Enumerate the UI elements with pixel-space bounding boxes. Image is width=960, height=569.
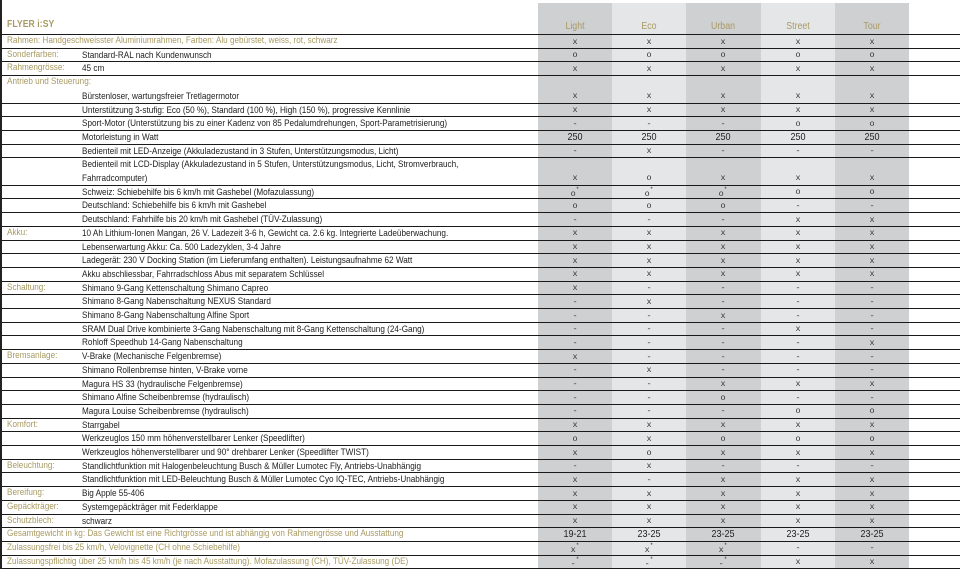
- cell-eco: x: [646, 365, 652, 376]
- row-description-cont: Bürstenloser, wartungsfreier Tretlagermotor: [82, 90, 240, 102]
- cell-street: x: [795, 447, 801, 458]
- row-category: Sonderfarben:: [7, 48, 59, 60]
- table-row: [2, 253, 960, 267]
- cell-urban: -: [720, 351, 726, 362]
- cell-street: x: [795, 255, 801, 266]
- cell-eco: x: [646, 502, 652, 513]
- cell-street: -: [795, 392, 801, 403]
- row-category: Schaltung:: [7, 281, 46, 293]
- cell-urban: o: [720, 50, 726, 61]
- cell-eco: -: [646, 324, 652, 335]
- row-description: Big Apple 55-406: [82, 488, 145, 500]
- cell-eco: o: [646, 50, 652, 61]
- cell-light: x: [572, 269, 578, 280]
- row-description: Shimano Alfine Scheibenbremse (hydraulisch): [82, 392, 250, 404]
- row-category: Beleuchtung:: [7, 459, 55, 471]
- table-row: [2, 294, 960, 308]
- row-description: SRAM Dual Drive kombinierte 3-Gang Nabenschaltung mit 8-Gang Kettenschaltung (24-Gang): [82, 323, 425, 335]
- cell-eco: x: [646, 105, 652, 115]
- table-row: [2, 240, 960, 254]
- cell-urban: -: [720, 283, 726, 294]
- table-row: [2, 75, 960, 102]
- row-description: Schweiz: Schiebehilfe bis 6 km/h mit Gashebel (Mofazulassung): [82, 186, 315, 198]
- row-category: Gepäckträger:: [7, 500, 59, 512]
- row-description: Magura HS 33 (hydraulische Felgenbremse): [82, 378, 243, 390]
- cell-street: o: [795, 50, 801, 61]
- table-row: [2, 157, 960, 184]
- table-row: [2, 267, 960, 281]
- cell-street: -: [795, 296, 801, 307]
- cell-light: x: [572, 242, 578, 252]
- cell-eco: -: [646, 351, 652, 362]
- cell-urban: x: [720, 447, 726, 458]
- cell-street: x: [795, 557, 801, 568]
- cell-eco: x: [646, 63, 652, 74]
- cell-tour: x: [869, 214, 875, 225]
- cell-tour: o: [869, 433, 875, 444]
- cell-street: -: [795, 200, 801, 211]
- row-description: Akku abschliessbar, Fahrradschloss Abus mit separatem Schlüssel: [82, 268, 325, 280]
- cell-tour: -: [869, 283, 875, 294]
- row-label: Zulassungsfrei bis 25 km/h, Velovignette (CH ohne Schiebehilfe): [7, 541, 240, 553]
- cell-street: o: [795, 433, 801, 444]
- row-description: Magura Louise Scheibenbremse (hydraulisch): [82, 405, 249, 417]
- cell-eco: -: [646, 310, 652, 321]
- column-header-eco: Eco: [641, 21, 657, 32]
- table-row: [2, 198, 960, 212]
- cell-urban: x: [720, 36, 726, 47]
- cell-tour: x: [869, 228, 875, 239]
- cell-eco: -: [646, 118, 652, 129]
- cell-eco: x: [646, 420, 652, 431]
- cell-eco: x: [646, 36, 652, 47]
- cell-urban: 250: [715, 130, 731, 143]
- cell-urban: x: [720, 310, 726, 321]
- cell-street: x: [795, 228, 801, 239]
- cell-light: -: [572, 392, 578, 403]
- cell-light: x: [572, 283, 578, 294]
- cell-light: x: [572, 228, 578, 239]
- cell-street: -: [795, 365, 801, 376]
- cell-light: x: [572, 516, 578, 526]
- cell-street: -: [795, 461, 801, 472]
- row-description: Standard-RAL nach Kundenwunsch: [82, 49, 212, 61]
- row-description: Shimano 9-Gang Kettenschaltung Shimano Capreo: [82, 282, 269, 294]
- cell-street: 23-25: [786, 528, 810, 541]
- table-row: [2, 514, 960, 528]
- cell-street: o: [795, 187, 801, 198]
- cell-tour: x: [869, 379, 875, 389]
- cell-tour: -: [869, 324, 875, 335]
- cell-light: -: [572, 324, 578, 335]
- cell-urban: -: [720, 337, 726, 348]
- row-category: Antrieb und Steuerung:: [7, 76, 92, 88]
- table-row: [2, 541, 960, 555]
- table-row: [2, 404, 960, 418]
- cell-light: x: [572, 63, 578, 74]
- row-description: Lebenserwartung Akku: Ca. 500 Ladezyklen, 3-4 Jahre: [82, 241, 281, 253]
- cell-tour: 250: [864, 130, 880, 143]
- table-row: [2, 130, 960, 144]
- cell-tour: x: [869, 557, 875, 568]
- cell-eco: 250: [641, 130, 657, 143]
- cell-tour: -: [869, 461, 875, 472]
- table-row: [2, 390, 960, 404]
- cell-urban: x: [720, 502, 726, 513]
- cell-light: x: [572, 36, 578, 47]
- cell-light: -*: [570, 556, 580, 569]
- cell-eco: x: [646, 461, 652, 472]
- cell-eco: -: [646, 406, 652, 417]
- cell-urban: x*: [718, 542, 728, 556]
- table-row: [2, 185, 960, 199]
- row-description: Werkzeuglos höhenverstellbarer und 90° drehbarer Lenker (Speedlifter TWIST): [82, 447, 369, 458]
- table-row: [2, 308, 960, 322]
- cell-tour: x: [869, 242, 875, 252]
- cell-light: x: [572, 255, 578, 266]
- column-header-tour: Tour: [863, 21, 881, 32]
- cell-tour: x: [869, 488, 875, 499]
- row-description: Werkzeuglos 150 mm höhenverstellbarer Lenker (Speedlifter): [82, 433, 305, 445]
- table-row: [2, 527, 960, 541]
- table-row: [2, 116, 960, 130]
- cell-urban: -: [720, 214, 726, 225]
- cell-street: x: [795, 214, 801, 225]
- row-category: Bremsanlage:: [7, 350, 58, 362]
- cell-tour: -: [869, 296, 875, 307]
- cell-eco: o*: [644, 186, 654, 200]
- cell-urban: x: [720, 63, 726, 74]
- row-label: Rahmen: Handgeschweisster Aluminiumrahmen, Farben: Alu gebürstet, weiss, rot, schwarz: [7, 35, 338, 46]
- cell-eco: x: [646, 146, 652, 157]
- cell-tour: x: [869, 105, 875, 115]
- row-label: Gesamtgewicht in kg: Das Gewicht ist eine Richtgrösse und ist abhängig von Rahmengrösse und Ausstattung: [7, 528, 404, 540]
- row-category: Schutzblech:: [7, 514, 54, 526]
- table-row: [2, 34, 960, 48]
- row-category: Rahmengrösse:: [7, 62, 65, 74]
- cell-street: x: [795, 420, 801, 431]
- cell-tour: x: [869, 91, 875, 102]
- cell-urban: o: [720, 200, 726, 211]
- cell-tour: x: [869, 63, 875, 74]
- cell-eco: -: [646, 379, 652, 389]
- row-category: Bereifung:: [7, 487, 45, 499]
- cell-urban: 23-25: [711, 528, 735, 541]
- cell-street: x: [795, 516, 801, 526]
- cell-light: 250: [567, 130, 583, 143]
- cell-tour: x: [869, 337, 875, 348]
- table-row: [2, 226, 960, 240]
- cell-light: x: [572, 91, 578, 102]
- cell-eco: -: [646, 474, 652, 485]
- cell-tour: x: [869, 269, 875, 280]
- cell-light: -: [572, 461, 578, 472]
- cell-street: o: [795, 118, 801, 129]
- table-row: [2, 459, 960, 473]
- row-description: V-Brake (Mechanische Felgenbremse): [82, 351, 222, 363]
- cell-eco: -: [646, 283, 652, 294]
- cell-urban: x: [720, 91, 726, 102]
- cell-street: x: [795, 379, 801, 389]
- cell-street: -: [795, 310, 801, 321]
- cell-urban: -: [720, 296, 726, 307]
- table-row: [2, 445, 960, 459]
- cell-light: -: [572, 296, 578, 307]
- cell-street: x: [795, 488, 801, 499]
- cell-urban: o: [720, 392, 726, 403]
- cell-street: x: [795, 269, 801, 280]
- cell-light: -: [572, 214, 578, 225]
- table-row: [2, 335, 960, 349]
- cell-urban: x: [720, 474, 726, 485]
- cell-light: -: [572, 146, 578, 157]
- cell-tour: o: [869, 50, 875, 61]
- cell-urban: -: [720, 461, 726, 472]
- row-description: Bedienteil mit LED-Anzeige (Akkuladezustand in 3 Stufen, Unterstützungsmodus, Licht): [82, 145, 399, 157]
- cell-street: x: [795, 242, 801, 252]
- table-row: [2, 103, 960, 117]
- cell-urban: x: [720, 488, 726, 499]
- cell-eco: x: [646, 91, 652, 102]
- table-row: [2, 472, 960, 486]
- cell-street: -: [795, 351, 801, 362]
- cell-light: -: [572, 337, 578, 348]
- cell-light: x: [572, 502, 578, 513]
- cell-urban: x: [720, 255, 726, 266]
- cell-tour: x: [869, 36, 875, 47]
- cell-eco: x: [646, 516, 652, 526]
- row-category: Komfort:: [7, 418, 38, 430]
- row-description: Starrgabel: [82, 419, 120, 431]
- cell-eco: -: [646, 214, 652, 225]
- cell-light: x: [572, 474, 578, 485]
- cell-street: x: [795, 36, 801, 47]
- cell-light: -: [572, 406, 578, 417]
- cell-tour: x: [869, 474, 875, 485]
- cell-tour: -: [869, 543, 875, 554]
- cell-tour: -: [869, 310, 875, 321]
- cell-street: x: [795, 105, 801, 115]
- cell-urban: -: [720, 146, 726, 157]
- cell-urban: x: [720, 173, 726, 184]
- cell-street: x: [795, 91, 801, 102]
- row-description: Deutschland: Fahrhilfe bis 20 km/h mit Gashebel (TÜV-Zulassung): [82, 214, 323, 226]
- cell-light: x: [572, 351, 578, 362]
- cell-street: 250: [790, 130, 806, 143]
- cell-tour: x: [869, 255, 875, 266]
- cell-street: x: [795, 324, 801, 335]
- cell-light: x: [572, 420, 578, 431]
- table-row: [2, 418, 960, 432]
- cell-eco: x: [646, 255, 652, 266]
- table-row: [2, 349, 960, 363]
- cell-urban: x: [720, 379, 726, 389]
- cell-tour: -: [869, 146, 875, 157]
- cell-eco: o: [646, 173, 652, 184]
- cell-urban: x: [720, 269, 726, 280]
- row-description: Standlichtfunktion mit Halogenbeleuchtung Busch & Müller Lumotec Fly, Antriebs-Unabhängig: [82, 460, 422, 472]
- cell-eco: x: [646, 433, 652, 444]
- cell-eco: o: [646, 447, 652, 458]
- cell-tour: o: [869, 406, 875, 417]
- row-label: Zulassungspflichtig über 25 km/h bis 45 km/h (je nach Ausstattung). Mofazulassung (CH), TÜV-Zulassung (DE): [7, 555, 409, 567]
- cell-street: x: [795, 63, 801, 74]
- row-description: Standlichtfunktion mit LED-Beleuchtung Busch & Müller Lumotec Cyo IQ-TEC, Antriebs-Unabhängig: [82, 474, 445, 486]
- row-description: Unterstützung 3-stufig: Eco (50 %), Standard (100 %), High (150 %), progressive Kennlinie: [82, 104, 411, 116]
- cell-eco: x: [646, 228, 652, 239]
- cell-tour: -: [869, 392, 875, 403]
- cell-eco: x: [646, 242, 652, 252]
- cell-street: x: [795, 502, 801, 513]
- cell-tour: o: [869, 187, 875, 198]
- cell-light: 19-21: [563, 528, 587, 541]
- cell-tour: x: [869, 502, 875, 513]
- cell-tour: -: [869, 351, 875, 362]
- cell-street: x: [795, 173, 801, 184]
- cell-light: o: [572, 433, 578, 444]
- table-row: [2, 431, 960, 445]
- table-row: [2, 281, 960, 295]
- cell-street: -: [795, 146, 801, 157]
- cell-tour: x: [869, 516, 875, 526]
- cell-light: x*: [570, 542, 580, 556]
- product-title: FLYER i:SY: [7, 19, 55, 30]
- table-row: [2, 212, 960, 226]
- cell-light: o: [572, 50, 578, 61]
- table-row: [2, 363, 960, 377]
- cell-street: -: [795, 337, 801, 348]
- table-row: [2, 377, 960, 391]
- row-description: schwarz: [82, 515, 112, 527]
- cell-eco: x: [646, 296, 652, 307]
- cell-light: x: [572, 105, 578, 115]
- cell-street: -: [795, 283, 801, 294]
- cell-urban: -*: [718, 556, 728, 569]
- cell-light: -: [572, 365, 578, 376]
- cell-light: x: [572, 173, 578, 184]
- row-description: Bedienteil mit LCD-Display (Akkuladezustand in 5 Stufen, Unterstützungsmodus, Licht, Stromverbrauch,: [82, 159, 459, 171]
- cell-urban: -: [720, 365, 726, 376]
- cell-urban: -: [720, 406, 726, 417]
- column-header-urban: Urban: [711, 21, 735, 32]
- cell-urban: o: [720, 433, 726, 444]
- cell-light: -: [572, 310, 578, 321]
- table-row: [2, 48, 960, 62]
- row-description-cont: Fahrradcomputer): [82, 172, 148, 184]
- cell-urban: -: [720, 118, 726, 129]
- table-row: [2, 322, 960, 336]
- cell-tour: o: [869, 118, 875, 129]
- cell-street: o: [795, 406, 801, 417]
- cell-eco: 23-25: [637, 528, 661, 541]
- table-row: [2, 144, 960, 158]
- cell-light: o*: [570, 186, 580, 200]
- row-description: Deutschland: Schiebehilfe bis 6 km/h mit Gashebel: [82, 200, 267, 212]
- cell-light: o: [572, 200, 578, 211]
- table-row: [2, 486, 960, 500]
- row-description: Shimano 8-Gang Nabenschaltung Alfine Sport: [82, 310, 250, 321]
- column-header-light: Light: [565, 21, 585, 32]
- table-row: [2, 61, 960, 75]
- cell-eco: -: [646, 392, 652, 403]
- row-description: Sport-Motor (Unterstützung bis zu einer Kadenz von 85 Pedalumdrehungen, Sport-Parametrisierung): [82, 118, 448, 130]
- row-description: 10 Ah Lithium-Ionen Mangan, 26 V. Ladezeit 3-6 h, Gewicht ca. 2.6 kg. Integrierte Ladeüberwachung.: [82, 227, 449, 239]
- cell-tour: x: [869, 420, 875, 431]
- cell-eco: x*: [644, 542, 654, 556]
- cell-street: x: [795, 474, 801, 485]
- cell-urban: x: [720, 516, 726, 526]
- row-category: Akku:: [7, 226, 28, 238]
- row-description: Ladegerät: 230 V Docking Station (im Lieferumfang enthalten). Leistungsaufnahme 62 Watt: [82, 255, 413, 267]
- cell-eco: o: [646, 200, 652, 211]
- cell-tour: 23-25: [860, 528, 884, 541]
- cell-urban: -: [720, 324, 726, 335]
- table-row: [2, 555, 960, 569]
- row-description: Systemgepäckträger mit Federklappe: [82, 501, 218, 513]
- cell-eco: x: [646, 269, 652, 280]
- cell-eco: x: [646, 488, 652, 499]
- row-description: Rohloff Speedhub 14-Gang Nabenschaltung: [82, 337, 243, 349]
- column-header-street: Street: [786, 21, 810, 32]
- row-description: Motorleistung in Watt: [82, 131, 159, 143]
- cell-urban: x: [720, 242, 726, 252]
- cell-urban: x: [720, 228, 726, 239]
- cell-urban: x: [720, 420, 726, 431]
- cell-urban: x: [720, 105, 726, 115]
- cell-tour: -: [869, 365, 875, 376]
- cell-tour: x: [869, 447, 875, 458]
- cell-light: -: [572, 379, 578, 389]
- cell-tour: -: [869, 200, 875, 211]
- table-row: [2, 500, 960, 514]
- cell-eco: -: [646, 337, 652, 348]
- cell-tour: x: [869, 173, 875, 184]
- row-description: Shimano 8-Gang Nabenschaltung NEXUS Standard: [82, 296, 271, 308]
- cell-urban: o*: [718, 186, 728, 200]
- row-description: Shimano Rollenbremse hinten, V-Brake vorne: [82, 364, 248, 376]
- cell-eco: -*: [644, 556, 654, 569]
- cell-light: x: [572, 488, 578, 499]
- cell-light: x: [572, 447, 578, 458]
- cell-street: -: [795, 543, 801, 554]
- cell-light: -: [572, 118, 578, 129]
- row-description: 45 cm: [82, 63, 105, 75]
